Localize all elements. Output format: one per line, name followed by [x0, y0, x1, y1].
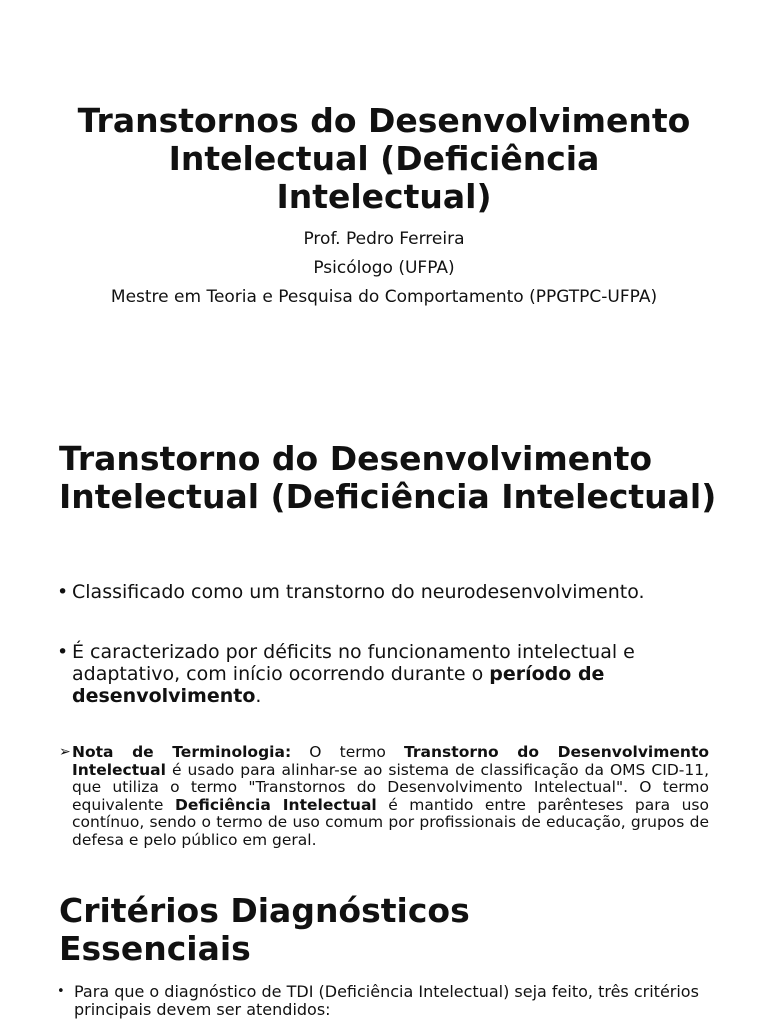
note-label: Nota de Terminologia: [72, 743, 292, 761]
section-heading-criteria: Critérios Diagnósticos Essenciais [59, 891, 470, 968]
arrow-bullet-icon: ➢ [59, 744, 71, 760]
bullet-characterization [57, 641, 717, 707]
terminology-note [59, 744, 709, 850]
bullet-text: Classificado como um transtorno do neurodesenvolvimento. [72, 581, 645, 603]
note-text-part: O termo [291, 743, 405, 761]
author-role: Psicólogo (UFPA) [313, 258, 455, 278]
author-degree: Mestre em Teoria e Pesquisa do Comportamento (PPGTPC-UFPA) [110, 287, 658, 307]
note-bold-term: Transtorno do Desenvolvimento Intelectual [72, 743, 709, 779]
note-text-part: é usado para alinhar-se ao sistema de classificação da OMS CID-11, que utiliza o termo "Transtornos do Desenvolvimento Intelectual". O termo equivalente [72, 760, 709, 814]
bullet-text-part: É caracterizado por déficits no funcionamento intelectual e adaptativo, com início ocorrendo durante o [72, 641, 635, 685]
bullet-text: Para que o diagnóstico de TDI (Deficiência Intelectual) seja feito, três critérios principais devem ser atendidos: [74, 982, 699, 1019]
bullet-text [72, 641, 717, 707]
bullet-criteria [57, 983, 707, 1019]
bullet-text-part: . [255, 685, 262, 707]
bullet-dot-icon: • [57, 984, 65, 999]
note-bold-term: Deficiência Intelectual [174, 795, 377, 814]
author-name: Prof. Pedro Ferreira [303, 229, 465, 249]
section-heading-tdi: Transtorno do Desenvolvimento Intelectual (Deficiência Intelectual) [59, 439, 717, 516]
bullet-dot-icon: • [57, 641, 69, 663]
note-text-part: é mantido entre parênteses para uso contínuo, sendo o termo de uso comum por profissionais de educação, grupos de defesa e pelo público em geral. [72, 795, 709, 849]
bullet-text-bold: período de desenvolvimento [72, 663, 605, 707]
main-title: Transtornos do Desenvolvimento Intelectual (Deficiência Intelectual) [77, 101, 691, 216]
note-text [72, 744, 709, 850]
bullet-dot-icon: • [57, 581, 69, 603]
bullet-classification [57, 581, 717, 603]
title-slide [0, 102, 768, 307]
